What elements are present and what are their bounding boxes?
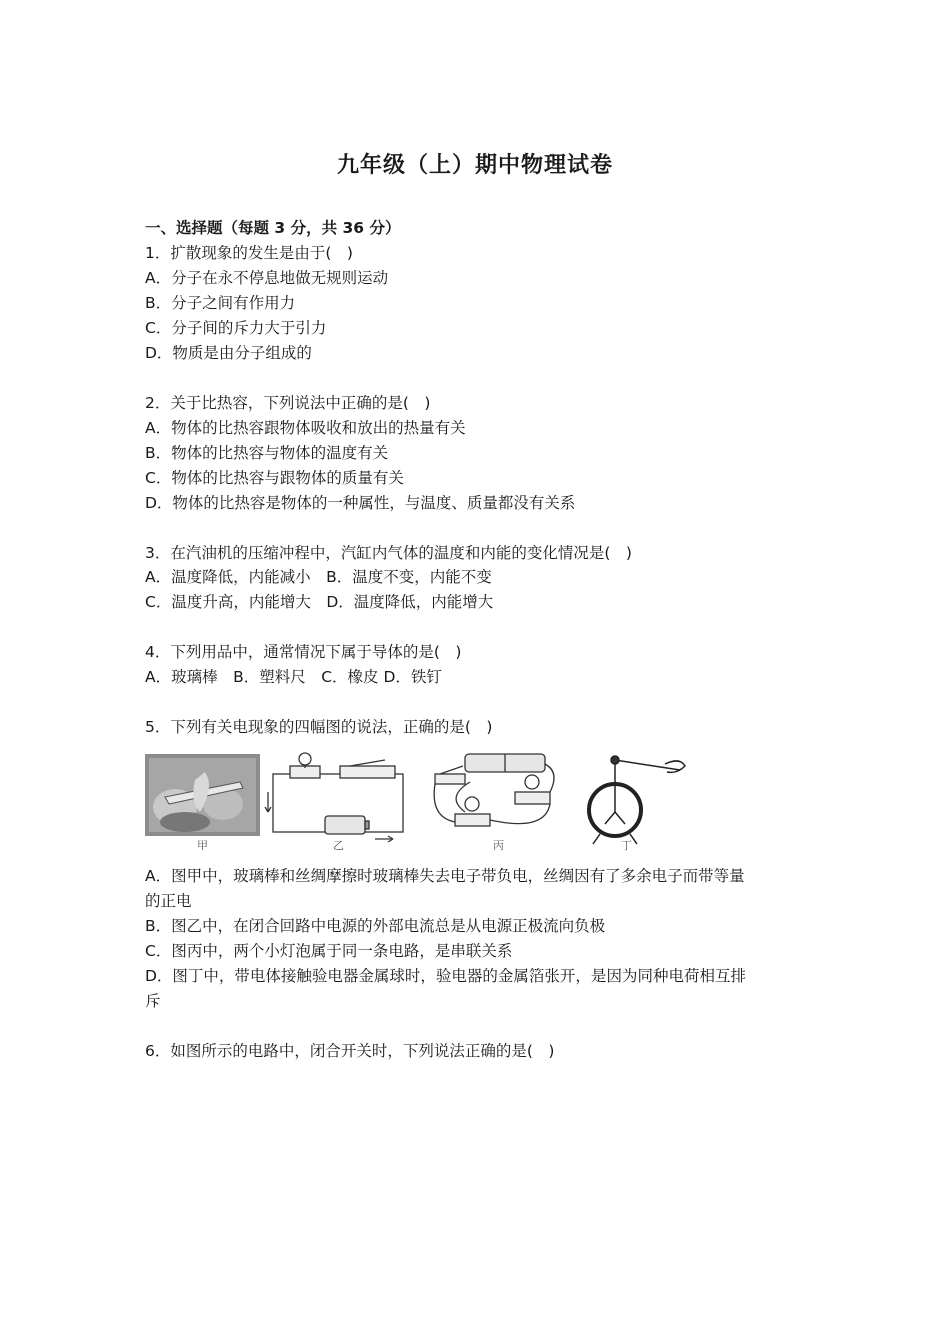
question-2-option-c: C．物体的比热容与跟物体的质量有关 [145, 469, 404, 487]
question-2-stem: 2．关于比热容，下列说法中正确的是( ) [145, 394, 431, 412]
question-1-option-c: C．分子间的斥力大于引力 [145, 319, 327, 337]
figure-label-bing: 丙 [493, 839, 504, 852]
question-5-figure [145, 752, 690, 852]
question-3-options-ab: A．温度降低，内能减小 B．温度不变，内能不变 [145, 568, 492, 586]
question-5-option-d-cont: 斥 [145, 992, 161, 1010]
question-5-option-c: C．图丙中，两个小灯泡属于同一条电路，是串联关系 [145, 942, 513, 960]
question-5-option-b: B．图乙中，在闭合回路中电源的外部电流总是从电源正极流向负极 [145, 917, 606, 935]
question-1-option-d: D．物质是由分子组成的 [145, 344, 312, 362]
figure-ding-electroscope [589, 756, 685, 844]
question-1-option-a: A．分子在永不停息地做无规则运动 [145, 269, 389, 287]
question-5-option-d: D．图丁中，带电体接触验电器金属球时，验电器的金属箔张开，是因为同种电荷相互排 [145, 967, 746, 985]
question-3-options-cd: C．温度升高，内能增大 D．温度降低，内能增大 [145, 593, 494, 611]
question-2-option-b: B．物体的比热容与物体的温度有关 [145, 444, 389, 462]
question-3-stem: 3．在汽油机的压缩冲程中，汽缸内气体的温度和内能的变化情况是( ) [145, 544, 632, 562]
question-2-option-a: A．物体的比热容跟物体吸收和放出的热量有关 [145, 419, 466, 437]
question-4-stem: 4．下列用品中，通常情况下属于导体的是( ) [145, 643, 462, 661]
question-1-stem: 1．扩散现象的发生是由于( ) [145, 244, 353, 262]
figure-label-ding: 丁 [621, 839, 632, 852]
page-title: 九年级（上）期中物理试卷 [336, 153, 613, 178]
figure-yi-circuit [265, 753, 403, 842]
figure-jia-photo [145, 754, 260, 836]
figure-bing-circuit [434, 754, 554, 826]
question-6-stem: 6．如图所示的电路中，闭合开关时，下列说法正确的是( ) [145, 1042, 555, 1060]
question-1-option-b: B．分子之间有作用力 [145, 294, 296, 312]
question-2-option-d: D．物体的比热容是物体的一种属性，与温度、质量都没有关系 [145, 494, 576, 512]
question-5-option-a: A．图甲中，玻璃棒和丝绸摩擦时玻璃棒失去电子带负电，丝绸因有了多余电子而带等量 [145, 867, 745, 885]
question-5-option-a-cont: 的正电 [145, 892, 192, 910]
figure-label-yi: 乙 [333, 839, 344, 852]
figure-label-jia: 甲 [197, 839, 208, 852]
question-5-stem: 5．下列有关电现象的四幅图的说法，正确的是( ) [145, 718, 493, 736]
section-heading: 一、选择题（每题 3 分，共 36 分） [145, 219, 401, 237]
question-4-options: A．玻璃棒 B．塑料尺 C．橡皮 D．铁钉 [145, 668, 442, 686]
